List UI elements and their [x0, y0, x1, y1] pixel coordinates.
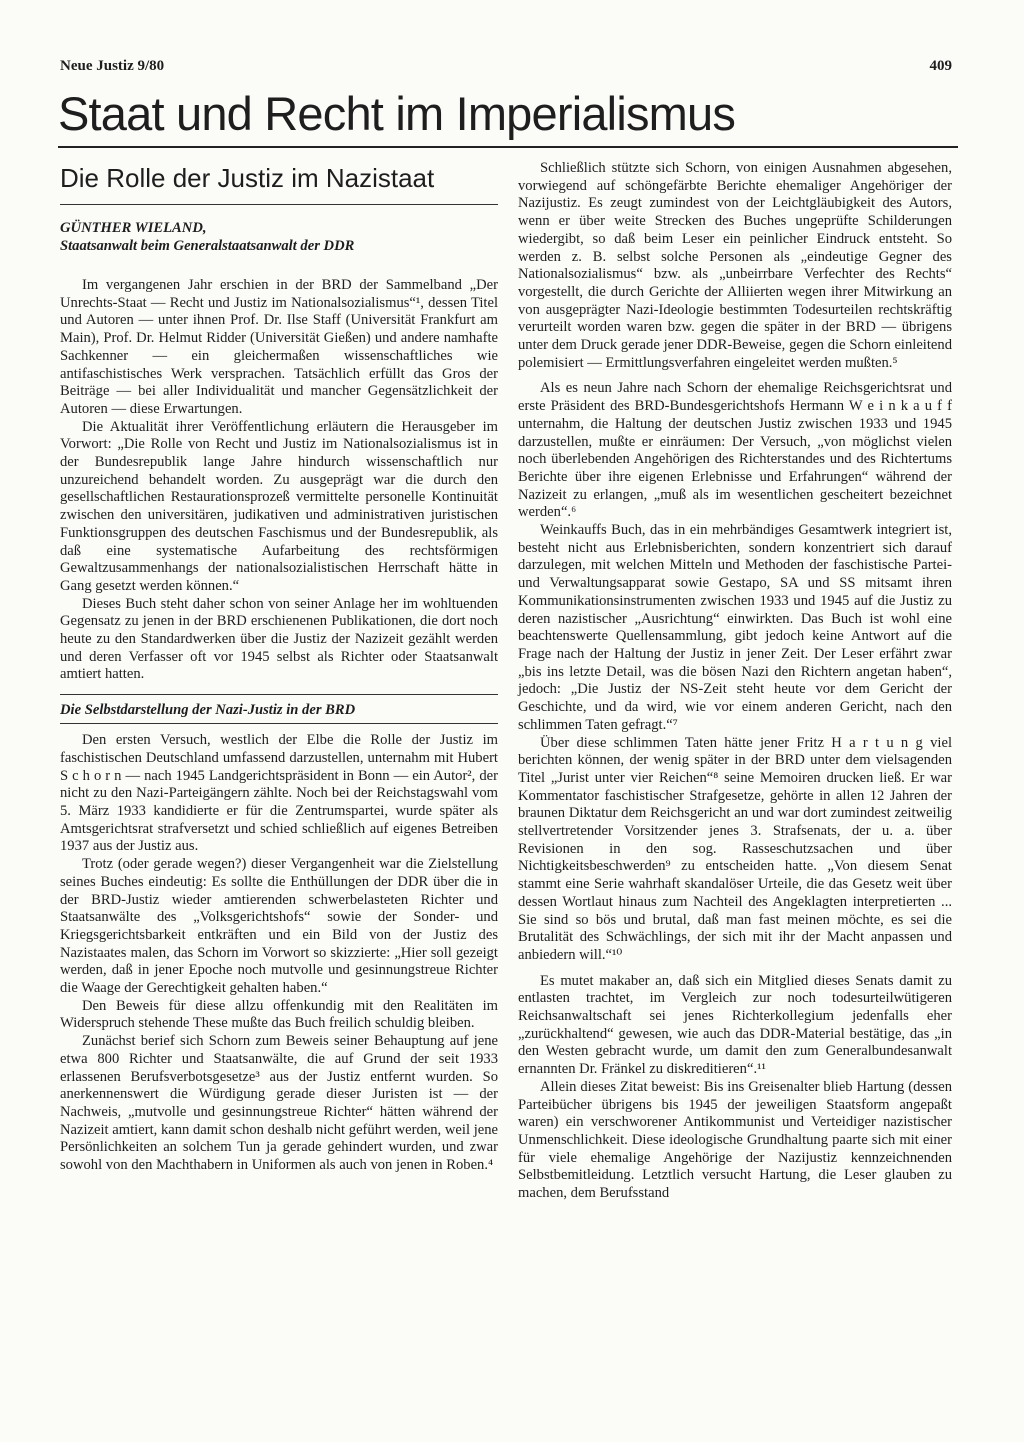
running-header [60, 58, 952, 78]
paragraph: Weinkauffs Buch, das in ein mehrbändiges Gesamtwerk integriert ist, besteht nicht aus Erlebnisberichten, sondern konzentriert sich darauf darzulegen, mit welchen Mitteln und Methoden der faschistische Partei- und Verwaltungsapparat sowie Gestapo, SA und SS mitsamt ihren Kommunikationsinstrumenten zwischen 1933 und 1945 auf die Justiz zu deren nazistischer „Ausrichtung“ einwirkten. Das Buch ist wohl eine beachtenswerte Quellensammlung, gibt jedoch keine Antwort auf die Frage nach der Haltung der Justiz in jener Zeit. Der Leser erfährt zwar „bis ins letzte Detail, was die bösen Nazi den Richtern angetan haben“, jedoch: „Die Justiz der NS-Zeit steht heute vor dem Gericht der Geschichte, und da wird, wie vor einem anderen Gericht, nach den schlimmen Taten gefragt.“⁷ [518, 522, 952, 733]
paragraph: Allein dieses Zitat beweist: Bis ins Greisenalter blieb Hartung (dessen Parteibücher übrigens bis 1945 der jeweiligen Staatsform angepaßt waren) ein verschworener Antikommunist und Verteidiger nazistischer Unmenschlichkeit. Diese ideologische Grundhaltung paarte sich mit einer für viele ehemalige Angehörige der Nazijustiz kennzeichnenden Selbstbemitleidung. Letztlich versucht Hartung, die Leser glauben zu machen, dem Berufsstand [518, 1078, 952, 1202]
paragraph: Als es neun Jahre nach Schorn der ehemalige Reichsgerichtsrat und erste Präsident des BRD-Bundesgerichtshofs Hermann W e i n k a u f f unternahm, die Haltung der deutschen Justiz zwischen 1933 und 1945 darzustellen, mußte er einräumen: Der Versuch, „von möglichst vielen noch überlebenden Angehörigen des Richterstandes und des Richtertums Berichte über ihre eigenen Erlebnisse und Erfahrungen“ während der Nazizeit zu erlangen, „muß als im wesentlichen gescheitert bezeichnet werden“.⁶ [518, 380, 952, 521]
journal-issue: Neue Justiz 9/80 [60, 58, 165, 74]
paragraph: Dieses Buch steht daher schon von seiner Anlage her im wohltuenden Gegensatz zu jenen in der BRD erschienenen Publikationen, die dort noch heute zu den Standardwerken über die Justiz der Nazizeit gezählt werden und deren Verfasser oft vor 1945 selbst als Richter oder Staatsanwalt amtiert hatten. [60, 595, 498, 683]
paragraph: Die Aktualität ihrer Veröffentlichung erläutern die Herausgeber im Vorwort: „Die Rolle von Recht und Justiz im Nationalsozialismus ist in der Bundesrepublik lange Jahre hindurch wissenschaftlich nur unzureichend behandelt worden. Zu ausgeprägt war die durch den gesellschaftlichen Restaurationsprozeß vermittelte personelle Kontinuität zwischen den universitären, judikativen und administrativen juristischen Funktionsgruppen des deutschen Faschismus und der Bundesrepublik, als daß eine systematische Aufarbeitung des rechtsförmigen Gewaltzusammenhangs der nationalsozialistischen Herrschaft hätte in Gang gesetzt werden können.“ [60, 418, 498, 594]
spacer [518, 372, 952, 380]
paragraph: Zunächst berief sich Schorn zum Beweis seiner Behauptung auf jene etwa 800 Richter und Staatsanwälte, die auf Grund der seit 1933 erlassenen Berufsverbotsgesetze³ aus der Justiz entfernt wurden. So anerkennenswert die Würdigung gerade dieser Juristen ist — der Nachweis, „mutvolle und gesinnungstreue Richter“ hätten während der Nazizeit amtiert, kann damit schon deshalb nicht geführt werden, weil jene Persönlichkeiten an solchem Tun ja gerade gehindert wurden, und zwar sowohl von den Machthabern in Uniformen als auch von jenen in Roben.⁴ [60, 1033, 498, 1174]
subheading: Die Selbstdarstellung der Nazi-Justiz in der BRD [60, 694, 498, 724]
section-title: Staat und Recht im Imperialismus [58, 84, 958, 148]
author-role: Staatsanwalt beim Generalstaatsanwalt der DDR [60, 238, 355, 254]
left-column [60, 158, 498, 1175]
right-column [518, 160, 952, 1203]
article-title: Die Rolle der Justiz im Nazistaat [60, 162, 498, 205]
paragraph: Trotz (oder gerade wegen?) dieser Vergangenheit war die Zielstellung seines Buches eindeutig: Es sollte die Enthüllungen der DDR über die in der BRD-Justiz wieder amtierenden schwerbelasteten Richter und Staatsanwälte des „Volksgerichtshofs“ sowie der Sonder- und Kriegsgerichtsbarkeit entkräften und ein Bild von der Justiz des Nazistaates malen, das Schorn im Vorwort so skizzierte: „Hier soll gezeigt werden, daß in jener Epoche noch mutvolle und gesinnungstreue Richter die Waage der Gerechtigkeit gehalten haben.“ [60, 856, 498, 997]
spacer [518, 965, 952, 973]
paragraph: Den ersten Versuch, westlich der Elbe die Rolle der Justiz im faschistischen Deutschland umfassend darzustellen, unternahm mit Hubert S c h o r n — nach 1945 Landgerichtspräsident in Bonn — ein Autor², der nicht zu den Nazi-Parteigängern zählte. Noch bei der Reichstagswahl vom 5. März 1933 kandidierte er für die Zentrumspartei, wurde später als Amtsgerichtsrat strafversetzt und schied schließlich auf eigenes Betreiben 1937 aus der Justiz aus. [60, 732, 498, 855]
author-name: GÜNTHER WIELAND, [60, 220, 207, 236]
paragraph: Über diese schlimmen Taten hätte jener Fritz H a r t u n g viel berichten können, der wenig später in der BRD unter dem vielsagenden Titel „Jurist unter vier Reichen“⁸ seine Memoiren drucken ließ. Er war Kommentator faschistischer Strafgesetze, gehörte in allen 12 Jahren der braunen Diktatur dem Reichsgericht an und war dort zumindest zeitweilig stellvertretender Vorsitzender jenes 3. Strafsenats, der u. a. über Revisionen in den sog. Rasseschutzsachen und über Nichtigkeitsbeschwerden⁹ zu entscheiden hatte. „Von diesem Senat stammt eine Serie wahrhaft skandalöser Urteile, die das Gesetz weit über dessen Wortlaut hinaus zum Nachteil des Angeklagten interpretierten ... Sie sind so bös und brutal, daß man fast meinen möchte, es sei die Brutalität des Schwächlings, der sich mit ihr der Macht anpassen und anbiedern will.“¹⁰ [518, 734, 952, 963]
paragraph: Es mutet makaber an, daß sich ein Mitglied dieses Senats damit zu entlasten trachtet, im Vergleich zur noch todesurteilwütigeren Reichsanwaltschaft sei jenes Richterkollegium jedenfalls eher „zurückhaltend“ gewesen, wie auch das DDR-Material bestätige, das „in den Westen gebracht wurde, um damit den zum Generalbundesanwalt ernannten Dr. Fränkel zu diskreditieren“.¹¹ [518, 972, 952, 1078]
paragraph: Schließlich stützte sich Schorn, von einigen Ausnahmen abgesehen, vorwiegend auf schöngefärbte Berichte ehemaliger Angehöriger der Nazijustiz. Es zeugt zumindest von der Leichtgläubigkeit des Autors, wenn er über weite Strecken des Buches ungeprüfte Schilderungen wiedergibt, so daß beim Leser ein peinlicher Eindruck entsteht. So werden z. B. selbst solche Personen als „eindeutige Gegner des Nationalsozialismus“ bzw. als „unbeirrbare Verfechter des Rechts“ vorgestellt, die durch Gerichte der Alliierten wegen ihrer Mitwirkung an von ausgeprägter Nazi-Ideologie bestimmten Todesurteilen rechtskräftig verurteilt worden waren bzw. gegen die später in der BRD — übrigens unter dem Druck gerade jener DDR-Beweise, gegen die Schorn einleitend polemisiert — Ermittlungsverfahren eingeleitet werden mußten.⁵ [518, 160, 952, 371]
page-number: 409 [929, 58, 952, 74]
paragraph: Den Beweis für diese allzu offenkundig mit den Realitäten im Widerspruch stehende These mußte das Buch freilich schuldig bleiben. [60, 997, 498, 1032]
spacer [60, 255, 498, 277]
paragraph: Im vergangenen Jahr erschien in der BRD der Sammelband „Der Unrechts-Staat — Recht und Justiz im Nationalsozialismus“¹, dessen Titel und Autoren — unter ihnen Prof. Dr. Ilse Staff (Universität Frankfurt am Main), Prof. Dr. Helmut Ridder (Universität Gießen) und andere namhafte Sachkenner — ein gleichermaßen wissenschaftliches wie antifaschistisches Werk versprachen. Tatsächlich erfüllt das Gros der Beiträge — bei aller Individualität und mancher Gegensätzlichkeit der Autoren — diese Erwartungen. [60, 277, 498, 417]
